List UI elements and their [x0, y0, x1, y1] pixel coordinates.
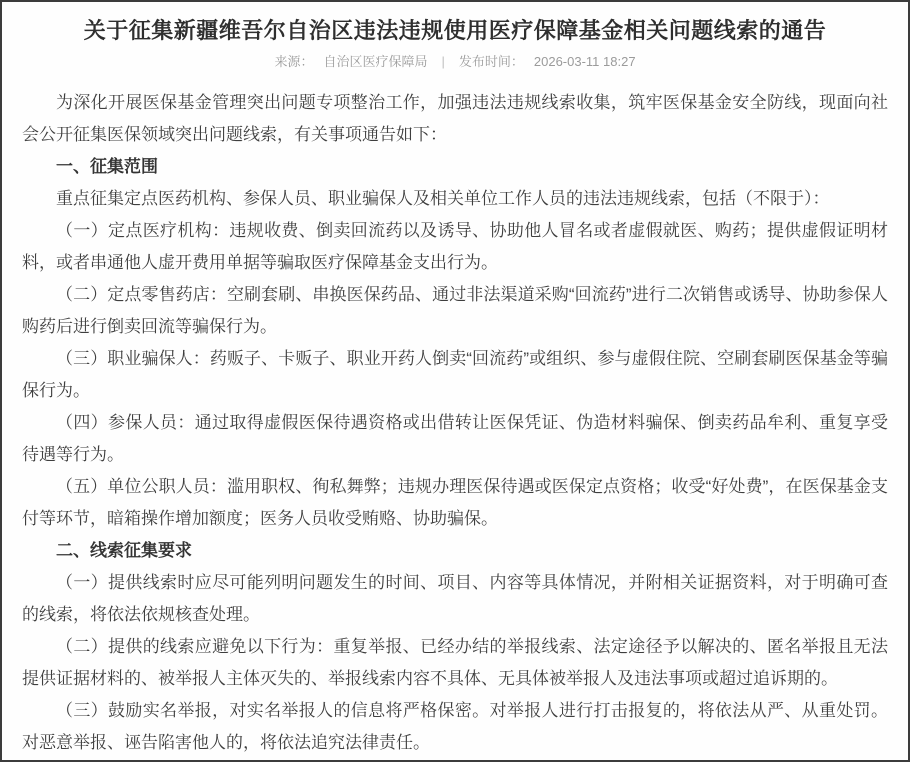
paragraph-req-3: （三）鼓励实名举报，对实名举报人的信息将严格保密。对举报人进行打击报复的，将依法从严、从重处罚。对恶意举报、诬告陷害他人的，将依法追究法律责任。 [22, 701, 888, 752]
notice-article [2, 16, 908, 759]
article-body [22, 87, 888, 759]
paragraph-item-5: （五）单位公职人员：滥用职权、徇私舞弊；违规办理医保待遇或医保定点资格；收受“好处费”，在医保基金支付等环节，暗箱操作增加额度；医务人员收受贿赂、协助骗保。 [22, 477, 888, 528]
paragraph-item-3: （三）职业骗保人：药贩子、卡贩子、职业开药人倒卖“回流药”或组织、参与虚假住院、空刷套刷医保基金等骗保行为。 [22, 349, 888, 400]
paragraph-item-1: （一）定点医疗机构：违规收费、倒卖回流药以及诱导、协助他人冒名或者虚假就医、购药；提供虚假证明材料，或者串通他人虚开费用单据等骗取医疗保障基金支出行为。 [22, 221, 888, 272]
paragraph-item-2: （二）定点零售药店：空刷套刷、串换医保药品、通过非法渠道采购“回流药”进行二次销售或诱导、协助参保人购药后进行倒卖回流等骗保行为。 [22, 285, 888, 336]
section-heading-scope: 一、征集范围 [56, 157, 158, 176]
paragraph-intro: 为深化开展医保基金管理突出问题专项整治工作，加强违法违规线索收集，筑牢医保基金安全防线，现面向社会公开征集医保领域突出问题线索，有关事项通告如下： [22, 93, 888, 144]
paragraph-req-2: （二）提供的线索应避免以下行为：重复举报、已经办结的举报线索、法定途径予以解决的、匿名举报且无法提供证据材料的、被举报人主体灭失的、举报线索内容不具体、无具体被举报人及违法事项或超过追诉期的。 [22, 637, 888, 688]
source-value: 自治区医疗保障局 [323, 54, 428, 69]
page-title: 关于征集新疆维吾尔自治区违法违规使用医疗保障基金相关问题线索的通告 [83, 18, 827, 43]
article-meta [22, 53, 888, 71]
paragraph-scope-lead: 重点征集定点医药机构、参保人员、职业骗保人及相关单位工作人员的违法违规线索，包括（不限于）： [56, 189, 830, 208]
section-heading-requirements: 二、线索征集要求 [56, 541, 192, 560]
meta-divider: | [441, 54, 445, 69]
publish-time-value: 2026-03-11 18:27 [533, 54, 636, 69]
paragraph-item-4: （四）参保人员：通过取得虚假医保待遇资格或出借转让医保凭证、伪造材料骗保、倒卖药品牟利、重复享受待遇等行为。 [22, 413, 888, 464]
source-label: 来源： [274, 54, 314, 69]
publish-time-label: 发布时间： [458, 54, 524, 69]
paragraph-req-1: （一）提供线索时应尽可能列明问题发生的时间、项目、内容等具体情况，并附相关证据资料，对于明确可查的线索，将依法依规核查处理。 [22, 573, 888, 624]
